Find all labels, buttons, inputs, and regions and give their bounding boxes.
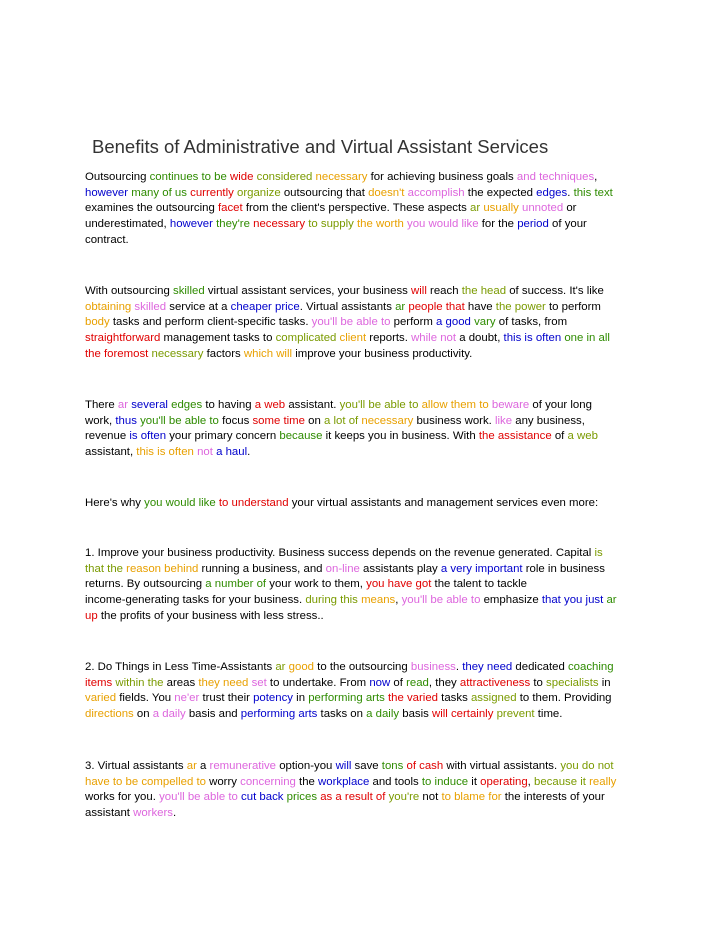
highlighted-phrase: the worth xyxy=(356,218,404,231)
highlighted-phrase: prices xyxy=(286,791,318,804)
text-segment: time. xyxy=(534,708,563,721)
text-segment: or xyxy=(563,202,577,215)
text-segment: focus xyxy=(218,414,253,427)
text-line xyxy=(85,398,645,414)
text-segment: assistants play xyxy=(359,562,441,575)
text-segment: in xyxy=(598,676,611,689)
text-segment: assistant, xyxy=(85,446,137,459)
text-segment: of success. It's like xyxy=(506,285,604,297)
highlighted-phrase: will certainly xyxy=(432,708,494,721)
highlighted-phrase: performing arts xyxy=(308,692,385,705)
text-segment: business work. xyxy=(413,414,495,427)
text-segment: for the xyxy=(478,218,518,231)
highlighted-phrase: attractiveness xyxy=(459,676,531,689)
highlighted-phrase: accomplish xyxy=(407,186,465,199)
text-segment: service at a xyxy=(166,300,231,313)
text-line xyxy=(85,775,645,791)
text-segment: , xyxy=(527,775,534,788)
highlighted-phrase: because xyxy=(279,430,323,443)
highlighted-phrase: edges xyxy=(536,186,568,199)
highlighted-phrase: a very important xyxy=(440,562,523,575)
highlighted-phrase: a haul xyxy=(216,446,248,459)
highlighted-phrase: that the xyxy=(85,562,123,575)
text-segment: running a business, and xyxy=(198,562,326,575)
text-line xyxy=(85,414,645,430)
highlighted-phrase: you'll be able to xyxy=(140,414,219,427)
text-line xyxy=(85,609,645,625)
highlighted-phrase: reason behind xyxy=(126,562,199,575)
highlighted-phrase: this is often xyxy=(136,446,194,459)
text-segment: to undertake. From xyxy=(266,676,370,689)
text-line xyxy=(85,186,645,202)
text-segment: basis and xyxy=(185,708,241,721)
text-line xyxy=(85,660,645,676)
highlighted-phrase: to supply xyxy=(308,218,354,231)
highlighted-phrase: because it xyxy=(534,775,586,788)
text-segment: 1. Improve your business productivity. Business success depends on the revenue generated. Capital xyxy=(85,547,595,559)
highlighted-phrase: considered xyxy=(256,171,313,183)
text-segment: 2. Do Things in Less Time-Assistants xyxy=(85,661,276,673)
highlighted-phrase: they're xyxy=(216,218,250,231)
highlighted-phrase: to understand xyxy=(218,497,289,509)
highlighted-phrase: potency xyxy=(253,692,293,705)
text-segment: factors xyxy=(203,347,244,360)
text-segment: to perform xyxy=(545,300,601,313)
highlighted-phrase: obtaining xyxy=(85,300,132,313)
text-line xyxy=(85,201,645,217)
text-segment: areas xyxy=(163,676,199,689)
text-segment: your virtual assistants and management services even more: xyxy=(288,497,599,509)
text-segment: Outsourcing xyxy=(85,171,150,183)
highlighted-phrase: within the xyxy=(115,676,164,689)
highlighted-phrase: skilled xyxy=(134,300,167,313)
highlighted-phrase: ar xyxy=(186,760,197,772)
text-line xyxy=(85,445,645,461)
text-segment: it keeps you in business. With xyxy=(322,430,479,443)
text-segment: option-you xyxy=(276,760,336,772)
highlighted-phrase: one in all xyxy=(564,332,610,345)
text-segment: your primary concern xyxy=(166,430,280,443)
highlighted-phrase: ar xyxy=(395,300,406,313)
highlighted-phrase: directions xyxy=(85,708,134,721)
text-segment: contract. xyxy=(85,233,129,246)
highlighted-phrase: while not xyxy=(411,332,457,345)
text-segment: tasks and perform client-specific tasks. xyxy=(109,316,312,329)
text-segment: examines the outsourcing xyxy=(85,202,218,215)
text-segment: have xyxy=(464,300,496,313)
text-segment: on xyxy=(133,708,153,721)
highlighted-phrase: some time xyxy=(252,414,306,427)
highlighted-phrase: have to be compelled to xyxy=(85,775,206,788)
text-segment: reach xyxy=(426,285,462,297)
highlighted-phrase: necessary xyxy=(253,218,306,231)
text-segment: . xyxy=(173,807,177,820)
text-segment: not xyxy=(419,791,442,804)
highlighted-phrase: necessary xyxy=(151,347,204,360)
highlighted-phrase: not xyxy=(197,446,213,459)
highlighted-phrase: and techniques xyxy=(516,171,595,183)
text-segment: the expected xyxy=(464,186,537,199)
highlighted-phrase: facet xyxy=(217,202,243,215)
text-segment: works for you. xyxy=(85,791,160,804)
text-segment: , xyxy=(594,171,598,183)
text-segment: tasks xyxy=(438,692,471,705)
paragraph-point-2 xyxy=(85,660,645,723)
highlighted-phrase: continues to be xyxy=(149,171,227,183)
text-line xyxy=(85,806,645,822)
text-segment: dedicated xyxy=(512,661,568,673)
highlighted-phrase: which will xyxy=(243,347,293,360)
text-line xyxy=(85,284,645,300)
highlighted-phrase: body xyxy=(85,316,110,329)
highlighted-phrase: up xyxy=(85,609,98,622)
highlighted-phrase: straightforward xyxy=(85,332,161,345)
text-segment: of xyxy=(390,676,407,689)
highlighted-phrase: is often xyxy=(129,430,167,443)
text-segment: any business, xyxy=(512,414,585,427)
text-segment: trust their xyxy=(199,692,254,705)
text-segment: There xyxy=(85,399,118,411)
text-segment: basis xyxy=(399,708,432,721)
text-segment: , they xyxy=(428,676,460,689)
text-segment: outsourcing that xyxy=(280,186,369,199)
highlighted-phrase: they need xyxy=(198,676,249,689)
text-segment: , xyxy=(395,594,402,607)
text-segment: . Virtual assistants xyxy=(299,300,396,313)
text-segment: of your long xyxy=(529,399,592,411)
highlighted-phrase: organize xyxy=(236,186,281,199)
text-segment: . xyxy=(567,186,574,199)
highlighted-phrase: the assistance xyxy=(478,430,552,443)
highlighted-phrase: skilled xyxy=(173,285,205,297)
text-segment: role in business xyxy=(522,562,605,575)
highlighted-phrase: necessary xyxy=(315,171,368,183)
highlighted-phrase: complicated xyxy=(275,332,337,345)
text-line xyxy=(85,707,645,723)
highlighted-phrase: you do not xyxy=(560,760,614,772)
text-segment: tasks on xyxy=(317,708,367,721)
highlighted-phrase: edges xyxy=(171,399,203,411)
highlighted-phrase: a daily xyxy=(152,708,186,721)
highlighted-phrase: workplace xyxy=(318,775,370,788)
highlighted-phrase: tons xyxy=(381,760,404,772)
text-segment: and tools xyxy=(369,775,422,788)
highlighted-phrase: vary xyxy=(474,316,496,329)
highlighted-phrase: coaching xyxy=(567,661,614,673)
highlighted-phrase: now xyxy=(369,676,391,689)
text-line xyxy=(85,759,645,775)
highlighted-phrase: workers xyxy=(133,807,173,820)
highlighted-phrase: performing arts xyxy=(240,708,318,721)
text-segment: from the client's perspective. These aspects xyxy=(242,202,471,215)
highlighted-phrase: unnoted xyxy=(521,202,564,215)
text-segment: of your xyxy=(548,218,587,231)
text-line xyxy=(85,300,645,316)
text-segment: assistant xyxy=(85,807,134,820)
highlighted-phrase: currently xyxy=(190,186,234,199)
highlighted-phrase: concerning xyxy=(240,775,296,788)
highlighted-phrase: ar xyxy=(606,594,617,607)
highlighted-phrase: as a result of xyxy=(320,791,386,804)
highlighted-phrase: ar xyxy=(470,202,481,215)
text-line xyxy=(85,347,645,363)
paragraph-why xyxy=(85,496,645,512)
highlighted-phrase: you'll be able to xyxy=(159,791,238,804)
highlighted-phrase: like xyxy=(494,414,513,427)
highlighted-phrase: is xyxy=(594,547,603,559)
text-segment: income-generating tasks for your business. xyxy=(85,594,306,607)
text-line xyxy=(85,315,645,331)
highlighted-phrase: a web xyxy=(254,399,286,411)
text-segment: on xyxy=(305,414,325,427)
highlighted-phrase: however xyxy=(169,218,213,231)
text-segment: with virtual assistants. xyxy=(443,760,561,772)
highlighted-phrase: operating xyxy=(480,775,528,788)
text-segment: the talent to tackle xyxy=(431,578,527,591)
highlighted-phrase: you would like xyxy=(144,497,216,509)
highlighted-phrase: the power xyxy=(495,300,546,313)
highlighted-phrase: on-line xyxy=(325,562,360,575)
text-segment: worry xyxy=(205,775,241,788)
highlighted-phrase: to blame for xyxy=(441,791,502,804)
highlighted-phrase: really xyxy=(589,775,617,788)
highlighted-phrase: specialists xyxy=(546,676,599,689)
highlighted-phrase: cut back xyxy=(241,791,284,804)
text-line xyxy=(85,593,645,609)
highlighted-phrase: a lot of xyxy=(324,414,359,427)
paragraph-point-3 xyxy=(85,759,645,822)
highlighted-phrase: you would like xyxy=(407,218,479,231)
text-segment: the profits of your business with less stress.. xyxy=(97,609,324,622)
text-segment: fields. You xyxy=(116,692,175,705)
text-line xyxy=(85,676,645,692)
highlighted-phrase: the varied xyxy=(387,692,439,705)
highlighted-phrase: prevent xyxy=(496,708,535,721)
highlighted-phrase: usually xyxy=(483,202,519,215)
text-segment: assistant. xyxy=(285,399,340,411)
text-line xyxy=(85,546,645,562)
highlighted-phrase: people that xyxy=(408,300,465,313)
text-segment: Here's why xyxy=(85,497,145,509)
text-segment: revenue xyxy=(85,430,130,443)
highlighted-phrase: thus xyxy=(115,414,137,427)
page-title: Benefits of Administrative and Virtual Assistant Services xyxy=(92,136,549,157)
text-segment: . xyxy=(455,661,463,673)
text-segment: . xyxy=(247,446,251,459)
text-segment: for achieving business goals xyxy=(367,171,517,183)
highlighted-phrase: necessary xyxy=(361,414,414,427)
text-segment: to xyxy=(530,676,547,689)
text-segment: in xyxy=(293,692,309,705)
highlighted-phrase: a good xyxy=(436,316,471,329)
text-segment: reports. xyxy=(366,332,412,345)
highlighted-phrase: during this xyxy=(305,594,358,607)
highlighted-phrase: you're xyxy=(388,791,420,804)
highlighted-phrase: beware xyxy=(491,399,530,411)
text-line xyxy=(85,691,645,707)
highlighted-phrase: several xyxy=(131,399,168,411)
text-segment: the interests of your xyxy=(501,791,605,804)
highlighted-phrase: set xyxy=(251,676,267,689)
highlighted-phrase: cheaper price xyxy=(230,300,300,313)
text-segment: your work to them, xyxy=(266,578,367,591)
text-line xyxy=(85,429,645,445)
text-segment: work, xyxy=(85,414,116,427)
text-line xyxy=(85,496,645,512)
highlighted-phrase: ar xyxy=(117,399,129,411)
text-segment: it xyxy=(468,775,481,788)
highlighted-phrase: read xyxy=(406,676,429,689)
text-segment: of xyxy=(551,430,568,443)
highlighted-phrase: the foremost xyxy=(85,347,149,360)
highlighted-phrase: a number of xyxy=(205,578,267,591)
highlighted-phrase: varied xyxy=(85,692,117,705)
text-segment: underestimated, xyxy=(85,218,170,231)
highlighted-phrase: items xyxy=(85,676,113,689)
text-segment: a doubt, xyxy=(456,332,504,345)
text-segment: returns. By outsourcing xyxy=(85,578,206,591)
paragraph-with-outsourcing xyxy=(85,284,645,362)
text-segment: perform xyxy=(390,316,437,329)
highlighted-phrase: you have got xyxy=(366,578,432,591)
highlighted-phrase: this text xyxy=(573,186,613,199)
text-segment: improve your business productivity. xyxy=(292,347,473,360)
text-line xyxy=(85,233,645,249)
text-segment: emphasize xyxy=(480,594,542,607)
text-line xyxy=(85,562,645,578)
text-segment: a xyxy=(196,760,210,772)
text-line xyxy=(85,170,645,186)
highlighted-phrase: remunerative xyxy=(209,760,277,772)
highlighted-phrase: doesn't xyxy=(368,186,405,199)
highlighted-phrase: the head xyxy=(461,285,507,297)
text-line xyxy=(85,577,645,593)
highlighted-phrase: you'll be able to xyxy=(311,316,391,329)
highlighted-phrase: that you just xyxy=(541,594,604,607)
highlighted-phrase: will xyxy=(335,760,352,772)
highlighted-phrase: however xyxy=(85,186,129,199)
paragraph-point-1 xyxy=(85,546,645,624)
highlighted-phrase: client xyxy=(339,332,367,345)
paragraph-edges xyxy=(85,398,645,461)
highlighted-phrase: good xyxy=(288,661,314,673)
highlighted-phrase: you'll be able to xyxy=(339,399,419,411)
highlighted-phrase: allow them to xyxy=(421,399,489,411)
text-segment: the xyxy=(295,775,319,788)
highlighted-phrase: means xyxy=(361,594,396,607)
highlighted-phrase: wide xyxy=(230,171,254,183)
highlighted-phrase: business xyxy=(410,661,456,673)
text-segment: 3. Virtual assistants xyxy=(85,760,187,772)
text-line xyxy=(85,790,645,806)
text-segment: to having xyxy=(202,399,255,411)
highlighted-phrase: a daily xyxy=(366,708,400,721)
text-line xyxy=(85,217,645,233)
highlighted-phrase: you'll be able to xyxy=(401,594,481,607)
text-segment: to the outsourcing xyxy=(314,661,411,673)
text-segment: of tasks, from xyxy=(495,316,568,329)
highlighted-phrase: will xyxy=(411,285,427,297)
text-segment: to them. Providing xyxy=(516,692,612,705)
highlighted-phrase: ne'er xyxy=(174,692,200,705)
text-segment: With outsourcing xyxy=(85,285,173,297)
paragraph-intro xyxy=(85,170,645,248)
highlighted-phrase: period xyxy=(517,218,549,231)
text-line xyxy=(85,331,645,347)
highlighted-phrase: a web xyxy=(567,430,598,443)
text-segment: save xyxy=(351,760,382,772)
text-segment: management tasks to xyxy=(160,332,276,345)
highlighted-phrase: this is often xyxy=(503,332,562,345)
highlighted-phrase: ar xyxy=(275,661,286,673)
highlighted-phrase: they need xyxy=(462,661,513,673)
text-segment: virtual assistant services, your business xyxy=(204,285,412,297)
highlighted-phrase: assigned xyxy=(470,692,517,705)
highlighted-phrase: of cash xyxy=(406,760,444,772)
highlighted-phrase: to induce xyxy=(421,775,469,788)
highlighted-phrase: many of us xyxy=(131,186,187,199)
